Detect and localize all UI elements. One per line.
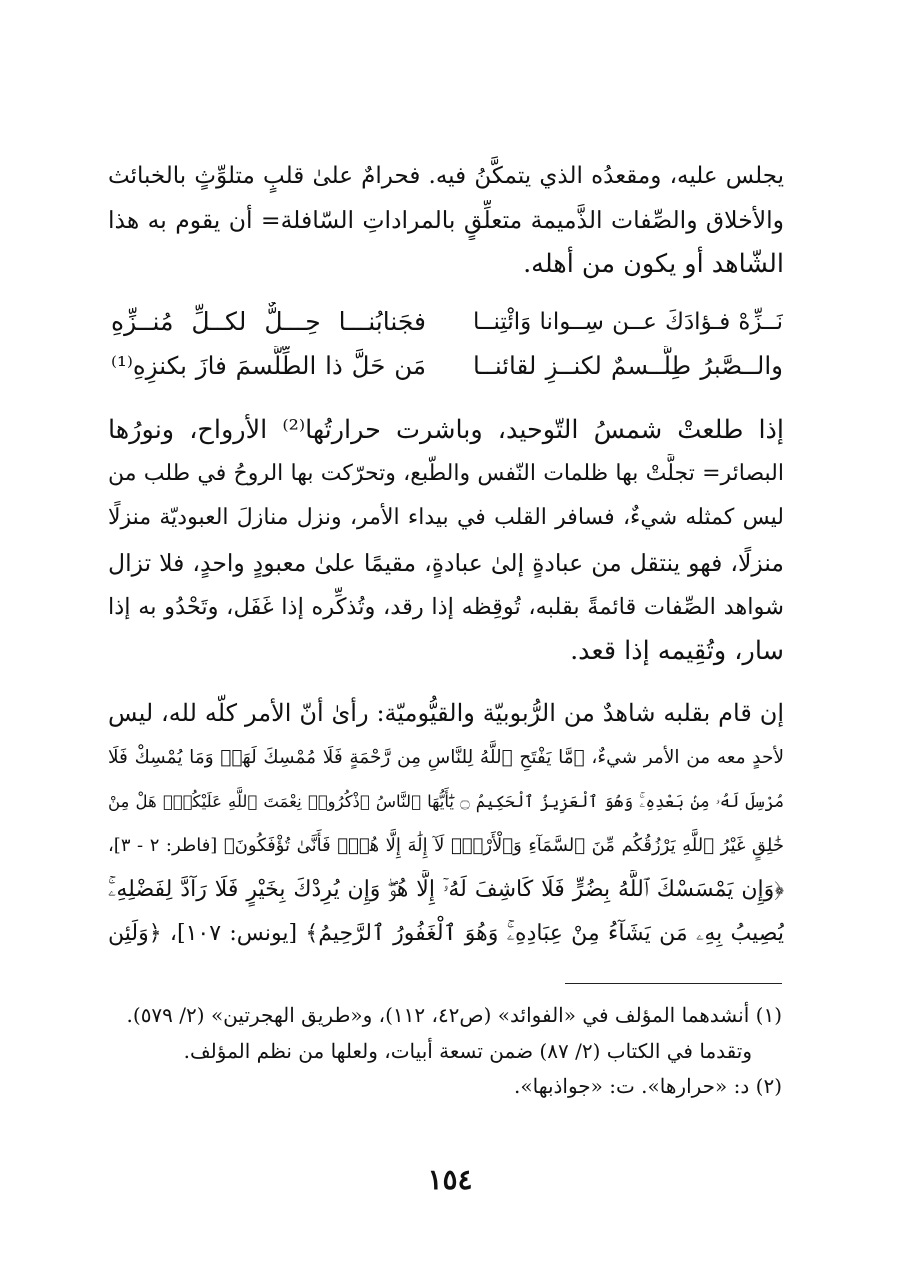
verse-2-left-hemistich: مَن حَلَّ ذا الطِّلَّسمَ فازَ بكنزِهِ⁽¹⁾ xyxy=(111,351,426,380)
footnote-1-line-1: (١) أنشدهما المؤلف في «الفوائد» (ص٤٢، ١١٢)، و«طريق الهجرتين» (٢/ ٥٧٩). xyxy=(126,1003,782,1027)
footnote-2: (٢) د: «حرارها». ت: «جواذبها». xyxy=(514,1074,782,1098)
para2-line-4: منزلًا، فهو ينتقل من عبادةٍ إلىٰ عبادةٍ، مقيمًا علىٰ معبودٍ واحدٍ، فلا تزال xyxy=(108,549,784,577)
footnote-separator xyxy=(565,983,782,984)
verse-2-right-hemistich: والــصَّبرُ طِلَّــسمٌ لكنــزِ لقائنــا xyxy=(473,351,783,380)
para2-line-1: إذا طلعتْ شمسُ التّوحيد، وباشرت حرارتُها⁽²⁾ الأرواح، ونورُها xyxy=(108,415,784,445)
para1-line-3: الشّاهد أو يكون من أهله. xyxy=(523,249,784,279)
para1-line-2: والأخلاق والصِّفات الذَّميمة متعلِّقٍ بالمراداتِ السّافلة= أن يقوم به هذا xyxy=(108,206,784,234)
verse-1-right-hemistich: نَــزِّهْ فـؤادَكَ عــن سِــوانا وَائْتِنــا xyxy=(473,309,783,335)
para3-line-5: ﴿وَإِن يَمْسَسْكَ ٱللَّهُ بِضُرٍّ فَلَا كَاشِفَ لَهُۥٓ إِلَّا هُوَۖ وَإِن يُرِدْكَ بِخَيْرٍ فَلَا رَآدَّ لِفَضْلِهِۦۚ xyxy=(108,877,784,902)
para3-line-1: إن قام بقلبه شاهدٌ من الرُّبوبيّة والقيُّوميّة: رأىٰ أنّ الأمر كلّه لله، ليس xyxy=(108,699,784,727)
para2-line-5: شواهد الصِّفات قائمةً بقلبه، تُوقِظه إذا رقد، وتُذكِّره إذا غَفَل، وتَحْدُو به إذا xyxy=(108,594,784,620)
para2-line-2: البصائر= تجلَّتْ بها ظلمات النّفس والطّبع، وتحرّكت بها الروحُ في طلب من xyxy=(108,461,784,486)
page-number: ١٥٤ xyxy=(427,1163,473,1196)
para3-line-2: لأحدٍ معه من الأمر شيءٌ، ﴿مَّا يَفْتَحِ ٱللَّهُ لِلنَّاسِ مِن رَّحْمَةٍ فَلَا مُمْسِكَ لَهَاۖ وَمَا يُمْسِكْ فَلَا xyxy=(108,747,784,768)
verse-1-left-hemistich: فجَنابُنـــا حِـــلٌّ لكــلِّ مُنــزِّهِ xyxy=(111,307,426,336)
footnote-1-line-2: وتقدما في الكتاب (٢/ ٨٧) ضمن تسعة أبيات، ولعلها من نظم المؤلف. xyxy=(183,1039,752,1063)
para2-line-6: سار، وتُقِيمه إذا قعد. xyxy=(570,636,784,666)
para2-line-3: ليس كمثله شيءٌ، فسافر القلب في بيداء الأمر، ونزل منازلَ العبوديّة منزلًا xyxy=(108,505,784,530)
para3-line-3: مُرْسِلَ لَهُۥ مِنۢ بَعْدِهِۦۚ وَهُوَ ٱلْعَزِيزُ ٱلْحَكِيمُ ۝ يَٰٓأَيُّهَا ٱلنَّاسُ ٱذْكُرُوا۟ نِعْمَتَ ٱللَّهِ عَلَيْكُمْۚ هَلْ مِنْ xyxy=(108,792,784,811)
para1-line-1: يجلس عليه، ومقعدُه الذي يتمكَّنُ فيه. فحرامٌ علىٰ قلبٍ متلوِّثٍ بالخبائث xyxy=(108,163,784,189)
para3-line-4: خَٰلِقٍ غَيْرُ ٱللَّهِ يَرْزُقُكُم مِّنَ ٱلسَّمَآءِ وَٱلْأَرْضِۚ لَآ إِلَٰهَ إِلَّا هُوَۖ فَأَنَّىٰ تُؤْفَكُونَ﴾ [فاطر: ٢ - ٣]، xyxy=(108,835,784,856)
para3-line-6: يُصِيبُ بِهِۦ مَن يَشَآءُ مِنْ عِبَادِهِۦۚ وَهُوَ ٱلْغَفُورُ ٱلرَّحِيمُ﴾ [يونس: ١٠٧]، ﴿وَلَئِن xyxy=(108,921,784,946)
